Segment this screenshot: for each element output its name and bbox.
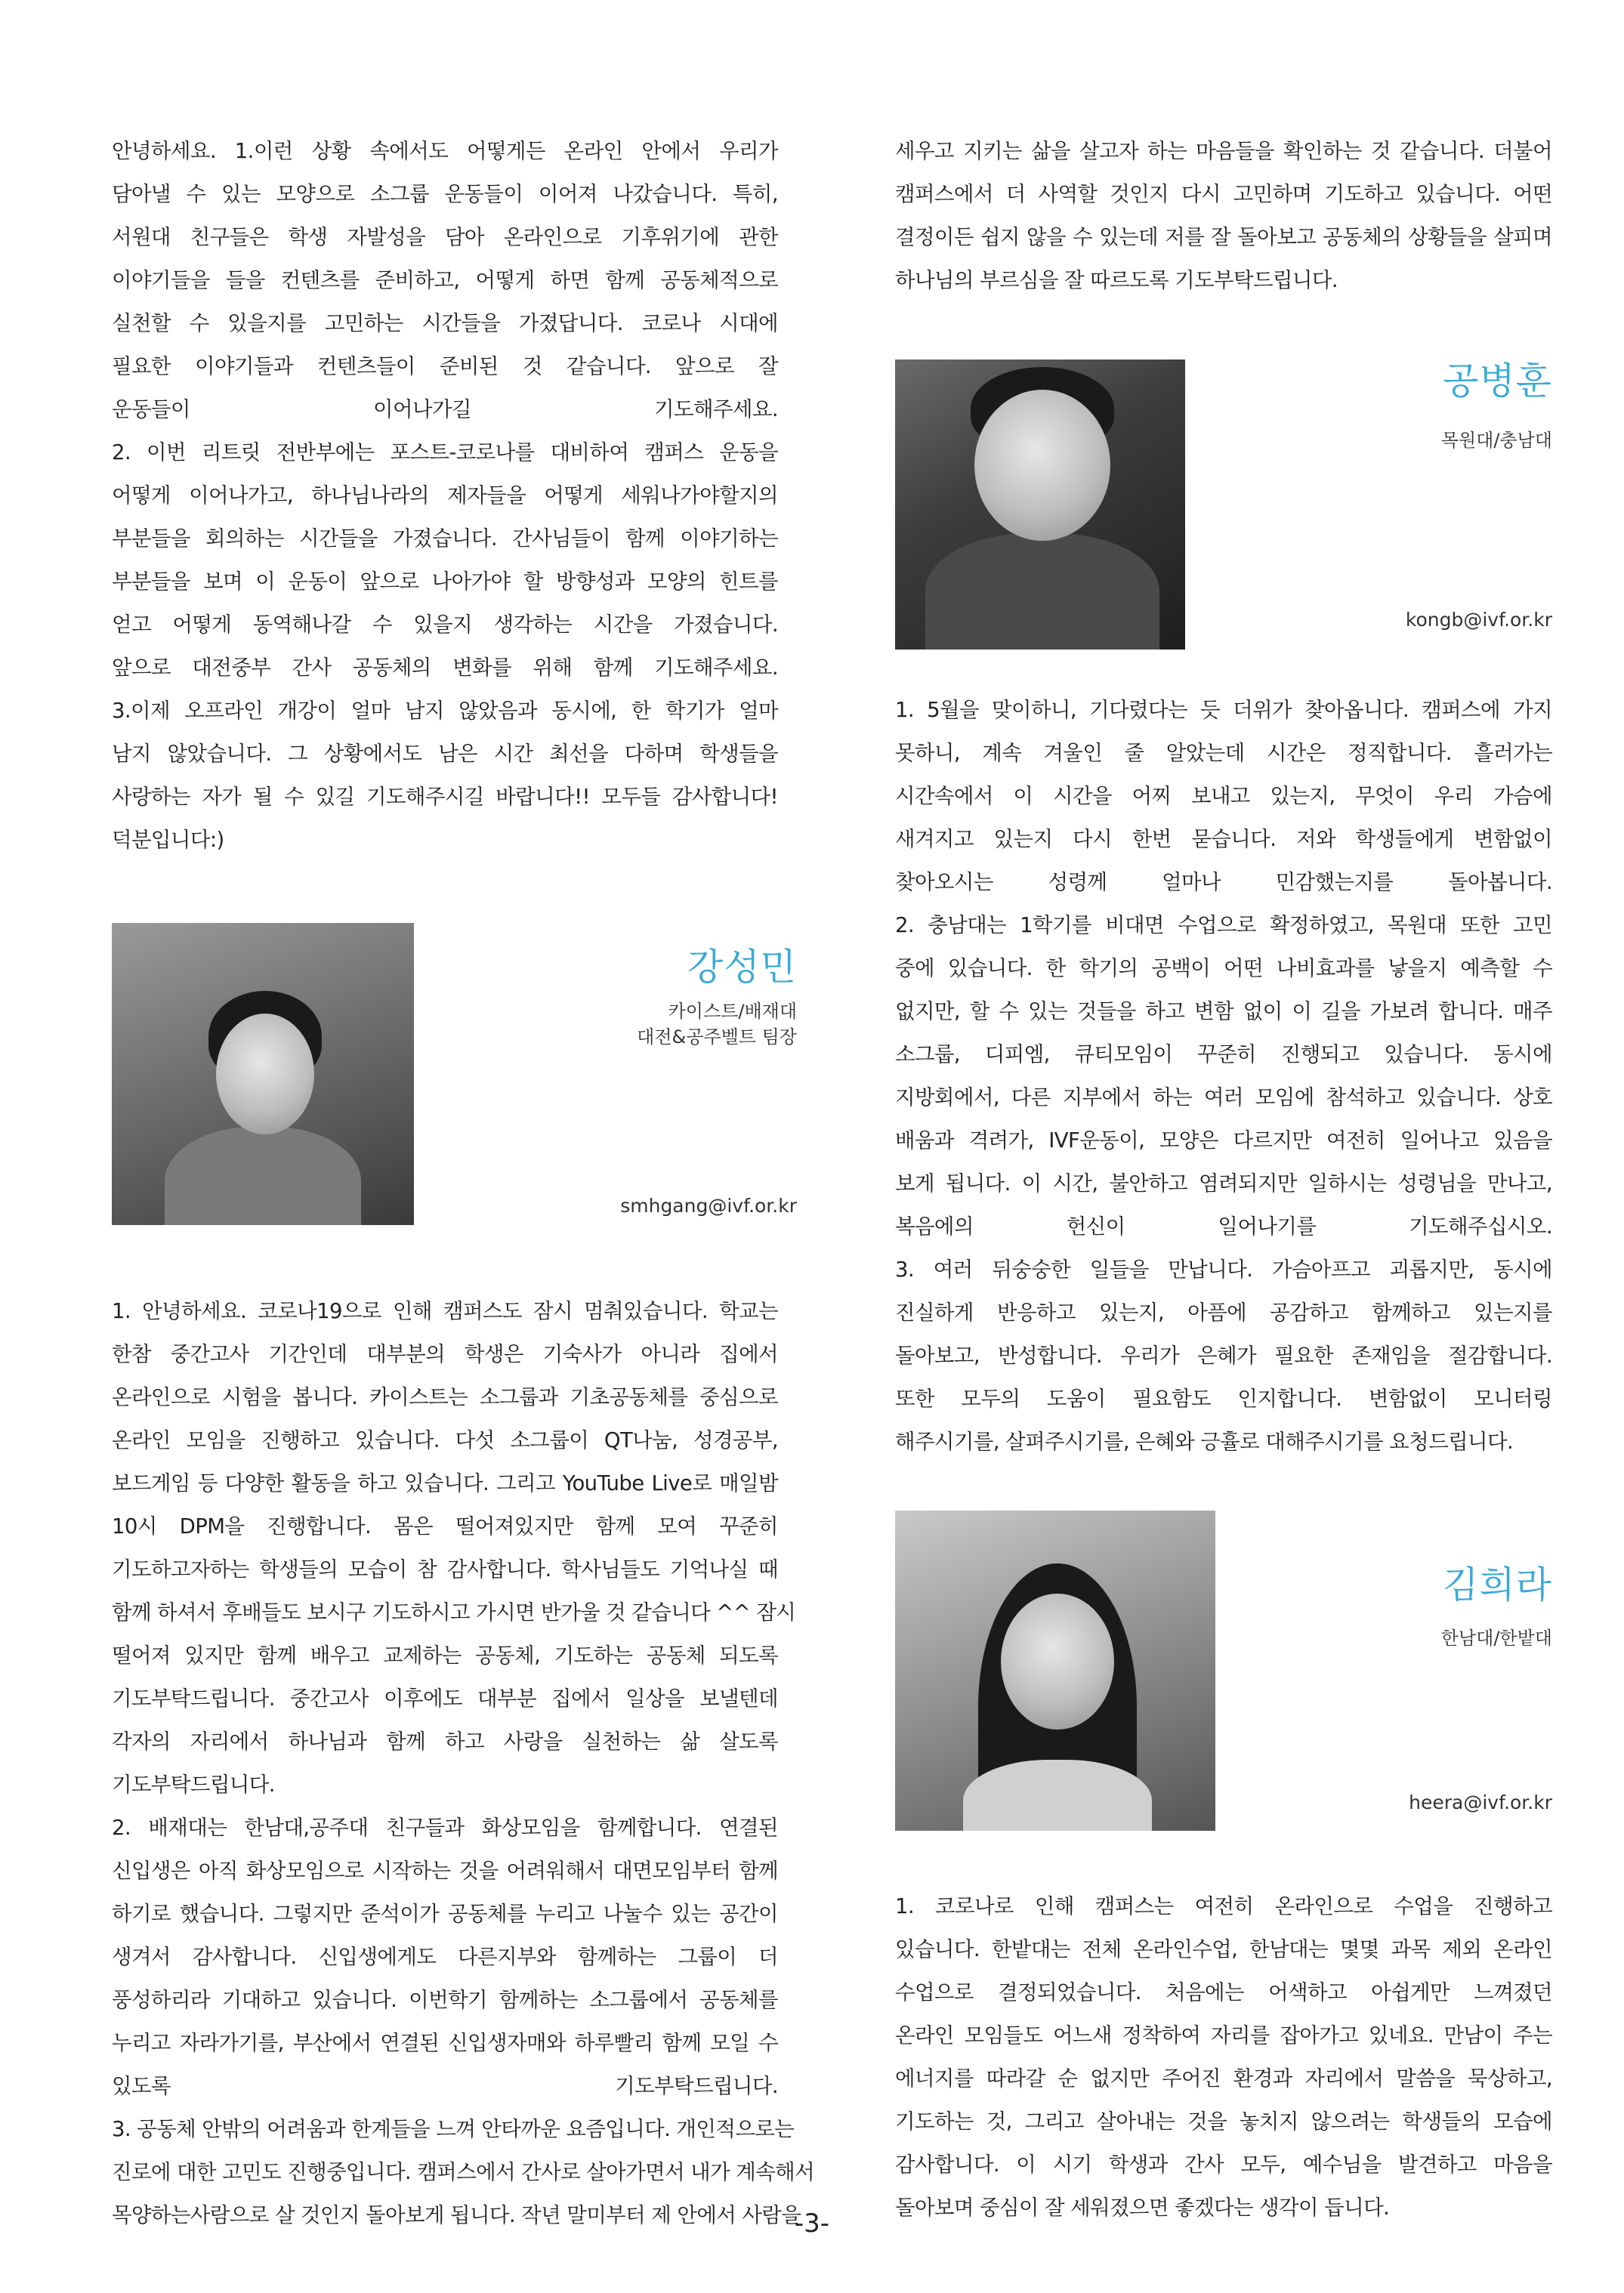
text-line: 부분들을 회의하는 시간들을 가졌습니다. 간사님들이 함께 이야기하는: [112, 526, 778, 551]
text-line: 사랑하는 자가 될 수 있길 기도해주시길 바랍니다!! 모두들 감사합니다!: [112, 785, 778, 809]
text-line: 한참 중간고사 기간인데 대부분의 학생은 기숙사가 아니라 집에서: [112, 1342, 778, 1366]
text-line: 진로에 대한 고민도 진행중입니다. 캠퍼스에서 간사로 살아가면서 내가 계속해서: [112, 2160, 815, 2184]
page-number: -3-: [794, 2208, 830, 2239]
profile-email-kong[interactable]: kongb@ivf.or.kr: [1405, 609, 1552, 631]
profile-name-kong: 공병훈: [1442, 360, 1552, 403]
text-line: 담아낼 수 있는 모양으로 소그룹 운동들이 이어져 나갔습니다. 특히,: [112, 182, 778, 206]
text-line: 떨어져 있지만 함께 배우고 교제하는 공동체, 기도하는 공동체 되도록: [112, 1643, 778, 1668]
text-line: 돌아보며 중심이 잘 세워졌으면 좋겠다는 생각이 듭니다.: [895, 2196, 1390, 2220]
text-line: 온라인 모임들도 어느새 정착하여 자리를 잡아가고 있네요. 만남이 주는: [895, 2023, 1552, 2048]
text-line: 수업으로 결정되었습니다. 처음에는 어색하고 아쉽게만 느껴졌던: [895, 1980, 1552, 2004]
text-line: 보게 됩니다. 이 시간, 불안하고 염려되지만 일하시는 성령님을 만나고,: [895, 1171, 1552, 1196]
text-line: 결정이든 쉽지 않을 수 있는데 저를 잘 돌아보고 공동체의 상황들을 살피며: [895, 225, 1552, 249]
profile-photo-kong: [895, 360, 1185, 650]
text-line: 실천할 수 있을지를 고민하는 시간들을 가졌답니다. 코로나 시대에: [112, 311, 778, 335]
text-line: 중에 있습니다. 한 학기의 공백이 어떤 나비효과를 낳을지 예측할 수: [895, 956, 1552, 980]
text-line: 운동들이 이어나가길 기도해주세요.: [112, 397, 778, 421]
text-line: 이야기들을 들을 컨텐츠를 준비하고, 어떻게 하면 함께 공동체적으로: [112, 268, 778, 292]
text-line: 새겨지고 있는지 다시 한번 묻습니다. 저와 학생들에게 변함없이: [895, 827, 1552, 851]
text-line: 에너지를 따라갈 순 없지만 주어진 환경과 자리에서 말씀을 묵상하고,: [895, 2066, 1552, 2091]
text-line: 3. 여러 뒤숭숭한 일들을 만납니다. 가슴아프고 괴롭지만, 동시에: [895, 1258, 1552, 1282]
text-line: 2. 배재대는 한남대,공주대 친구들과 화상모임을 함께합니다. 연결된: [112, 1816, 778, 1840]
profile-photo-kang: [112, 923, 414, 1225]
text-line: 풍성하리라 기대하고 있습니다. 이번학기 함께하는 소그룹에서 공동체를: [112, 1988, 778, 2012]
text-line: 소그룹, 디피엠, 큐티모임이 꾸준히 진행되고 있습니다. 동시에: [895, 1042, 1552, 1066]
text-line: 신입생은 아직 화상모임으로 시작하는 것을 어려워해서 대면모임부터 함께: [112, 1859, 778, 1883]
text-line: 누리고 자라가기를, 부산에서 연결된 신입생자매와 하루빨리 함께 모일 수: [112, 2031, 778, 2055]
text-line: 남지 않았습니다. 그 상황에서도 남은 시간 최선을 다하며 학생들을: [112, 742, 778, 766]
text-line: 서원대 친구들은 학생 자발성을 담아 온라인으로 기후위기에 관한: [112, 225, 778, 249]
text-line: 3. 공동체 안밖의 어려움과 한계들을 느껴 안타까운 요즘입니다. 개인적으로는: [112, 2117, 795, 2141]
profile-role-kim: 한남대/한밭대: [1440, 1628, 1552, 1649]
text-line: 생겨서 감사합니다. 신입생에게도 다른지부와 함께하는 그룹이 더: [112, 1945, 778, 1969]
text-line: 돌아보고, 반성합니다. 우리가 은혜가 필요한 존재임을 절감합니다.: [895, 1344, 1552, 1368]
text-line: 기도하는 것, 그리고 살아내는 것을 놓치지 않으려는 학생들의 모습에: [895, 2109, 1552, 2134]
text-line: 1. 5월을 맞이하니, 기다렸다는 듯 더위가 찾아옵니다. 캠퍼스에 가지: [895, 698, 1552, 722]
profile-photo-kim: [895, 1511, 1215, 1831]
text-line: 부분들을 보며 이 운동이 앞으로 나아가야 할 방향성과 모양의 힌트를: [112, 569, 778, 594]
text-line: 없지만, 할 수 있는 것들을 하고 변함 없이 이 길을 가보려 합니다. 매주: [895, 999, 1552, 1023]
text-line: 못하니, 계속 겨울인 줄 알았는데 시간은 정직합니다. 흘러가는: [895, 741, 1552, 765]
body-paragraph-kang: [112, 1290, 815, 2237]
body-paragraph-kong: [895, 689, 1552, 1464]
profile-role-kang-2: 대전&공주벨트 팀장: [637, 1026, 797, 1048]
text-line: 진실하게 반응하고 있는지, 아픔에 공감하고 함께하고 있는지를: [895, 1301, 1552, 1325]
text-line: 함께 하셔서 후배들도 보시구 기도하시고 가시면 반가울 것 같습니다 ^^ 잠시: [112, 1600, 796, 1625]
text-line: 온라인으로 시험을 봅니다. 카이스트는 소그룹과 기초공동체를 중심으로: [112, 1385, 778, 1409]
intro-paragraph: [112, 130, 778, 862]
text-line: 필요한 이야기들과 컨텐츠들이 준비된 것 같습니다. 앞으로 잘: [112, 354, 778, 378]
text-line: 1. 안녕하세요. 코로나19으로 인해 캠퍼스도 잠시 멈춰있습니다. 학교는: [112, 1299, 778, 1323]
text-line: 시간속에서 이 시간을 어찌 보내고 있는지, 무엇이 우리 가슴에: [895, 784, 1552, 808]
text-line: 3.이제 오프라인 개강이 얼마 남지 않았음과 동시에, 한 학기가 얼마: [112, 699, 778, 723]
text-line: 2. 이번 리트릿 전반부에는 포스트-코로나를 대비하여 캠퍼스 운동을: [112, 440, 778, 464]
text-line: 배움과 격려가, IVF운동이, 모양은 다르지만 여전히 일어나고 있음을: [895, 1128, 1552, 1153]
text-line: 찾아오시는 성령께 얼마나 민감했는지를 돌아봅니다.: [895, 870, 1552, 894]
continuation-paragraph: [895, 130, 1552, 302]
text-line: 하나님의 부르심을 잘 따르도록 기도부탁드립니다.: [895, 268, 1338, 292]
text-line: 지방회에서, 다른 지부에서 하는 여러 모임에 참석하고 있습니다. 상호: [895, 1085, 1552, 1109]
profile-name-kim: 김희라: [1442, 1563, 1552, 1606]
text-line: 2. 충남대는 1학기를 비대면 수업으로 확정하였고, 목원대 또한 고민: [895, 913, 1552, 937]
text-line: 보드게임 등 다양한 활동을 하고 있습니다. 그리고 YouTube Live로 매일밤: [112, 1471, 778, 1495]
text-line: 각자의 자리에서 하나님과 함께 하고 사랑을 실천하는 삶 살도록: [112, 1730, 778, 1754]
text-line: 목양하는사람으로 살 것인지 돌아보게 됩니다. 작년 말미부터 제 안에서 사람을: [112, 2203, 801, 2227]
text-line: 1. 코로나로 인해 캠퍼스는 여전히 온라인으로 수업을 진행하고: [895, 1894, 1552, 1918]
profile-role-kang-1: 카이스트/배재대: [668, 1001, 797, 1022]
text-line: 안녕하세요. 1.이런 상황 속에서도 어떻게든 온라인 안에서 우리가: [112, 139, 778, 163]
text-line: 해주시기를, 살펴주시기를, 은혜와 긍휼로 대해주시기를 요청드립니다.: [895, 1430, 1514, 1454]
profile-name-kang: 강성민: [687, 946, 797, 989]
text-line: 캠퍼스에서 더 사역할 것인지 다시 고민하며 기도하고 있습니다. 어떤: [895, 182, 1552, 206]
text-line: 온라인 모임을 진행하고 있습니다. 다섯 소그룹이 QT나눔, 성경공부,: [112, 1428, 778, 1452]
text-line: 세우고 지키는 삶을 살고자 하는 마음들을 확인하는 것 같습니다. 더불어: [895, 139, 1552, 163]
text-line: 덕분입니다:): [112, 828, 224, 852]
text-line: 기도하고자하는 학생들의 모습이 참 감사합니다. 학사님들도 기억나실 때: [112, 1557, 778, 1582]
text-line: 기도부탁드립니다.: [112, 1773, 275, 1797]
body-paragraph-kim: [895, 1885, 1552, 2230]
text-line: 하기로 했습니다. 그렇지만 준석이가 공동체를 누리고 나눌수 있는 공간이: [112, 1902, 778, 1926]
text-line: 또한 모두의 도움이 필요함도 인지합니다. 변함없이 모니터링: [895, 1387, 1552, 1411]
text-line: 어떻게 이어나가고, 하나님나라의 제자들을 어떻게 세워나가야할지의: [112, 483, 778, 508]
text-line: 10시 DPM을 진행합니다. 몸은 떨어져있지만 함께 모여 꾸준히: [112, 1514, 778, 1538]
profile-email-kang[interactable]: smhgang@ivf.or.kr: [620, 1195, 797, 1217]
profile-email-kim[interactable]: heera@ivf.or.kr: [1409, 1792, 1552, 1813]
profile-role-kong: 목원대/충남대: [1440, 430, 1552, 451]
text-line: 기도부탁드립니다. 중간고사 이후에도 대부분 집에서 일상을 보낼텐데: [112, 1687, 778, 1711]
text-line: 감사합니다. 이 시기 학생과 간사 모두, 예수님을 발견하고 마음을: [895, 2153, 1552, 2177]
text-line: 앞으로 대전중부 간사 공동체의 변화를 위해 함께 기도해주세요.: [112, 656, 778, 680]
text-line: 복음에의 헌신이 일어나기를 기도해주십시오.: [895, 1214, 1552, 1239]
text-line: 얻고 어떻게 동역해나갈 수 있을지 생각하는 시간을 가졌습니다.: [112, 613, 778, 637]
text-line: 있습니다. 한밭대는 전체 온라인수업, 한남대는 몇몇 과목 제외 온라인: [895, 1937, 1552, 1961]
text-line: 있도록 기도부탁드립니다.: [112, 2074, 778, 2098]
